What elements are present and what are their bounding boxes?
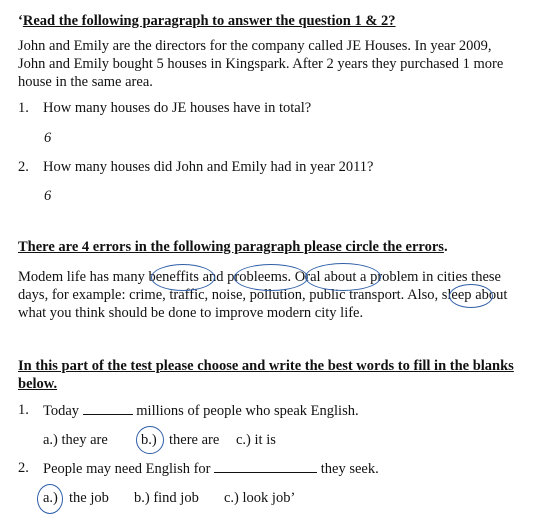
q2-option-b: b.) find job (134, 490, 199, 506)
q2-option-a-label: a.) (43, 490, 58, 506)
question-1-answer: 6 (44, 130, 52, 146)
quote-mark: ‘ (18, 13, 23, 29)
q1-option-b-label: b.) (141, 432, 157, 448)
section1-heading (18, 12, 396, 30)
question-2-number: 2. (18, 159, 29, 175)
fill-question-2-after: they seek. (320, 461, 379, 477)
fill-question-1-after: millions of people who speak English. (136, 403, 359, 419)
fill-question-1-number: 1. (18, 402, 29, 418)
error-word-3: Oral about (294, 269, 357, 285)
error-word-1: beneffits (148, 269, 199, 285)
q1-option-a: a.) they are (43, 432, 108, 448)
text-segment: days, for example: crime, traffic, noise, pollution, public transport. Also, (18, 287, 442, 303)
answer-blank (214, 459, 317, 473)
fill-question-1 (43, 401, 359, 420)
section2-heading (18, 238, 448, 256)
section2-heading-end: . (443, 239, 448, 255)
text-segment: a problem in cities these (356, 269, 501, 285)
question-1-text: How many houses do JE houses have in total? (43, 100, 312, 116)
paragraph-line-2: John and Emily bought 5 houses in Kingspark. After 2 years they purchased 1 more (18, 56, 504, 72)
section3-heading-line-1: In this part of the test please choose and write the best words to fill in the blanks (18, 358, 514, 374)
paragraph-line-3: house in the same area. (18, 74, 153, 90)
error-paragraph-line-1 (18, 268, 501, 286)
answer-blank (83, 401, 133, 415)
question-2-text: How many houses did John and Emily had in year 2011? (43, 159, 374, 175)
text-segment: Modem life has many (18, 269, 149, 285)
section2-heading-text: There are 4 errors in the following paragraph please circle the errors (18, 239, 444, 255)
question-1-number: 1. (18, 100, 29, 116)
text-segment: and (198, 269, 228, 285)
q2-option-c: c.) look job’ (224, 490, 296, 506)
fill-question-1-before: Today (43, 403, 80, 419)
fill-question-2 (43, 459, 379, 478)
q2-option-a-text: the job (69, 490, 109, 506)
error-word-2: probleems. (227, 269, 292, 285)
section1-heading-text: Read the following paragraph to answer the question 1 & 2? (22, 13, 396, 29)
q1-option-b-text: there are (169, 432, 220, 448)
fill-question-2-number: 2. (18, 460, 29, 476)
paragraph-line-1: John and Emily are the directors for the company called JE Houses. In year 2009, (18, 38, 492, 54)
text-segment: about (471, 287, 508, 303)
fill-question-2-before: People may need English for (43, 461, 211, 477)
error-word-4: sleep (441, 287, 472, 303)
error-paragraph-line-2 (18, 286, 507, 304)
q1-option-c: c.) it is (236, 432, 276, 448)
error-paragraph-line-3: what you think should be done to improve modern city life. (18, 305, 364, 321)
question-2-answer: 6 (44, 188, 52, 204)
section3-heading-line-2: below. (18, 376, 58, 392)
